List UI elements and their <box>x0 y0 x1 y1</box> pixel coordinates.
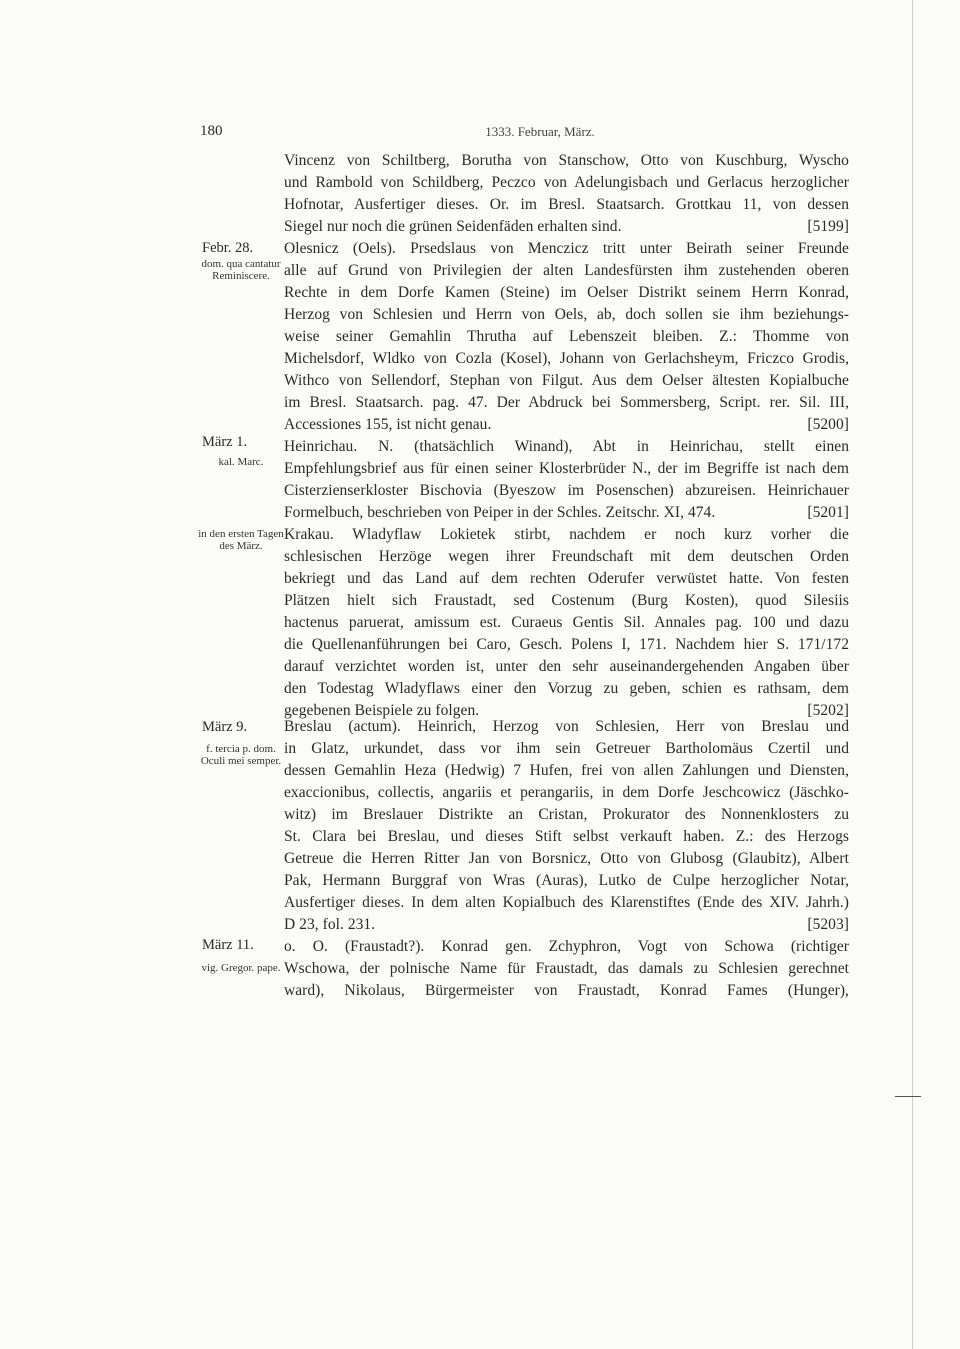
text-line-content: gegebenen Beispiele zu folgen. <box>284 702 480 719</box>
document-number: [5202] <box>807 702 849 719</box>
text-line-content: Siegel nur noch die grünen Seidenfäden erhalten sind. <box>284 218 622 235</box>
text-line: Withco von Sellendorf, Stephan von Filgut. Aus dem Oelser ältesten Kopialbuche <box>284 372 849 389</box>
text-line: Herzog von Schlesien und Herrn von Oels, ab, doch sollen sie ihm beziehungs- <box>284 306 849 323</box>
text-line: alle auf Grund von Privilegien der alten Landesfürsten ihm zustehenden oberen <box>284 262 849 279</box>
document-number: [5201] <box>807 504 849 521</box>
text-line: schlesischen Herzöge wegen ihrer Freundschaft mit dem deutschen Orden <box>284 548 849 565</box>
text-line: Plätzen hielt sich Fraustadt, sed Costenum (Burg Kosten), quod Silesiis <box>284 592 849 609</box>
margin-date: Febr. 28. <box>202 240 254 256</box>
text-line: Ausfertiger dieses. In dem alten Kopialbuch des Klarenstiftes (Ende des XIV. Jahrh.) <box>284 894 849 911</box>
margin-date: März 11. <box>202 937 254 953</box>
page-number: 180 <box>200 123 223 139</box>
margin-note: dom. qua cantatur Reminiscere. <box>201 258 281 282</box>
page-edge-line <box>912 0 913 1349</box>
text-line-content: D 23, fol. 231. <box>284 916 376 933</box>
text-line: in Glatz, urkundet, dass vor ihm sein Getreuer Bartholomäus Czertil und <box>284 740 849 757</box>
text-line: die Quellenanführungen bei Caro, Gesch. Polens I, 171. Nachdem hier S. 171/172 <box>284 636 849 653</box>
text-line: Pak, Hermann Burggraf von Wras (Auras), Lutko de Culpe herzoglicher Notar, <box>284 872 849 889</box>
text-line <box>284 216 849 238</box>
text-line: Cisterzienserkloster Bischovia (Byeszow im Posenschen) abzureisen. Heinrichauer <box>284 482 849 499</box>
document-number: [5200] <box>807 416 849 433</box>
text-line: Rechte in dem Dorfe Kamen (Steine) im Oelser Distrikt seinem Herrn Konrad, <box>284 284 849 301</box>
text-line: Hofnotar, Ausfertiger dieses. Or. im Bresl. Staatsarch. Grottkau 11, von dessen <box>284 196 849 213</box>
text-line: Breslau (actum). Heinrich, Herzog von Schlesien, Herr von Breslau und <box>284 718 849 735</box>
margin-note: kal. Marc. <box>218 456 264 468</box>
text-line: im Bresl. Staatsarch. pag. 47. Der Abdruck bei Sommersberg, Script. rer. Sil. III, <box>284 394 849 411</box>
page-edge-tick <box>895 1096 921 1097</box>
text-line: Vincenz von Schiltberg, Borutha von Stanschow, Otto von Kuschburg, Wyscho <box>284 152 849 169</box>
page-header <box>200 123 840 145</box>
document-number: [5199] <box>807 218 849 235</box>
document-number: [5203] <box>807 916 849 933</box>
text-line: Krakau. Wladyflaw Lokietek stirbt, nachdem er noch kurz vorher die <box>284 526 849 543</box>
text-line: bekriegt und das Land auf dem rechten Oderufer verwüstet hatte. Von festen <box>284 570 849 587</box>
text-line-content: Accessiones 155, ist nicht genau. <box>284 416 492 433</box>
text-line: dessen Gemahlin Heza (Hedwig) 7 Hufen, frei von allen Zahlungen und Diensten, <box>284 762 849 779</box>
text-line: o. O. (Fraustadt?). Konrad gen. Zchyphron, Vogt von Schowa (richtiger <box>284 938 849 955</box>
text-line: Olesnicz (Oels). Prsedslaus von Menczicz tritt unter Beirath seiner Freunde <box>284 240 849 257</box>
text-line <box>284 414 849 436</box>
running-head: 1333. Februar, März. <box>485 124 595 139</box>
text-line: hactenus paruerat, amissum est. Curaeus Gentis Sil. Annales pag. 100 und dazu <box>284 614 849 631</box>
margin-date: März 1. <box>202 434 248 450</box>
margin-note: vig. Gregor. pape. <box>201 962 281 974</box>
text-line: exaccionibus, collectis, angariis et perangariis, in dem Dorfe Jeschcowicz (Jäschko- <box>284 784 849 801</box>
text-line: Michelsdorf, Wldko von Cozla (Kosel), Johann von Gerlachsheym, Friczco Grodis, <box>284 350 849 367</box>
text-line: den Todestag Wladyflaws einer den Vorzug zu geben, schien es rathsam, dem <box>284 680 849 697</box>
text-line: Getreue die Herren Ritter Jan von Borsnicz, Otto von Glubosg (Glaubitz), Albert <box>284 850 849 867</box>
text-line: weise seiner Gemahlin Thrutha auf Lebenszeit bleiben. Z.: Thomme von <box>284 328 849 345</box>
text-line: darauf verzichtet worden ist, unter den sehr auseinandergehenden Angaben über <box>284 658 849 675</box>
text-line: Wschowa, der polnische Name für Fraustadt, das damals zu Schlesien gerechnet <box>284 960 849 977</box>
text-line: ward), Nikolaus, Bürgermeister von Fraustadt, Konrad Fames (Hunger), <box>284 982 849 999</box>
text-line: witz) im Breslauer Distrikte an Cristan, Prokurator des Nonnenklosters zu <box>284 806 849 823</box>
text-line <box>284 914 849 936</box>
margin-note: in den ersten Tagen des März. <box>198 528 284 552</box>
text-line: Heinrichau. N. (thatsächlich Winand), Abt in Heinrichau, stellt einen <box>284 438 849 455</box>
text-line: und Rambold von Schildberg, Peczco von Adelungisbach und Gerlacus herzoglicher <box>284 174 849 191</box>
text-line: St. Clara bei Breslau, und dieses Stift selbst verkauft haben. Z.: des Herzogs <box>284 828 849 845</box>
text-line <box>284 502 849 524</box>
text-line: Empfehlungsbrief aus für einen seiner Klosterbrüder N., der im Begriffe ist nach dem <box>284 460 849 477</box>
text-line-content: Formelbuch, beschrieben von Peiper in der Schles. Zeitschr. XI, 474. <box>284 504 716 521</box>
margin-note: f. tercia p. dom. Oculi mei semper. <box>200 743 282 767</box>
margin-date: März 9. <box>202 719 248 735</box>
